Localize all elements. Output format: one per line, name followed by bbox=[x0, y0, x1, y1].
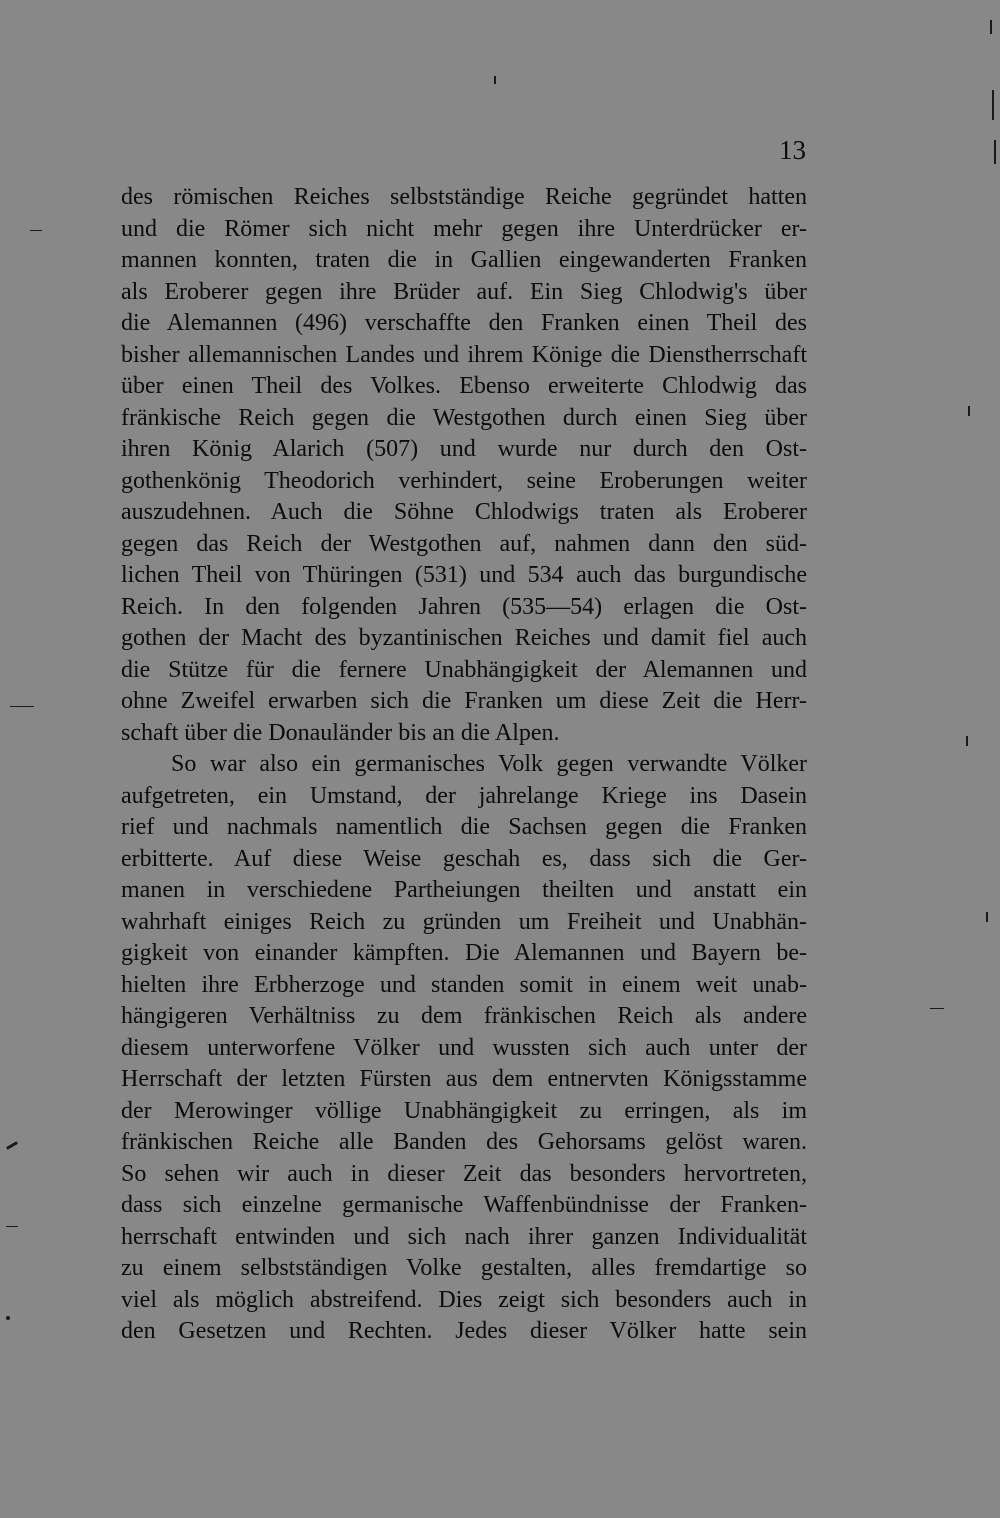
body-text bbox=[121, 182, 807, 1348]
scan-artifact bbox=[6, 1226, 18, 1227]
text-line: hängigeren Verhältniss zu dem fränkischen Reich als andere bbox=[121, 1003, 807, 1029]
scan-artifact bbox=[494, 76, 496, 84]
text-line: ihren König Alarich (507) und wurde nur durch den Ost- bbox=[121, 436, 807, 462]
text-line: den Gesetzen und Rechten. Jedes dieser Völker hatte sein bbox=[121, 1318, 807, 1344]
scan-artifact bbox=[994, 140, 996, 164]
text-line: wahrhaft einiges Reich zu gründen um Freiheit und Unabhän- bbox=[121, 908, 807, 935]
text-line: als Eroberer gegen ihre Brüder auf. Ein Sieg Chlodwig's über bbox=[121, 278, 807, 305]
text-line: Herrschaft der letzten Fürsten aus dem entnervten Königsstamme bbox=[121, 1066, 807, 1092]
text-line: So sehen wir auch in dieser Zeit das besonders hervortreten, bbox=[121, 1160, 807, 1187]
scan-artifact bbox=[966, 736, 968, 746]
text-line: der Merowinger völlige Unabhängigkeit zu erringen, als im bbox=[121, 1097, 807, 1124]
text-line: gothen der Macht des byzantinischen Reiches und damit fiel auch bbox=[121, 625, 807, 651]
text-line: zu einem selbstständigen Volke gestalten, alles fremdartige so bbox=[121, 1255, 807, 1281]
text-line: die Alemannen (496) verschaffte den Franken einen Theil des bbox=[121, 310, 807, 336]
text-line: rief und nachmals namentlich die Sachsen gegen die Franken bbox=[121, 814, 807, 840]
scan-artifact bbox=[986, 912, 988, 922]
text-line-paragraph-end: schaft über die Donauländer bis an die Alpen. bbox=[121, 719, 560, 746]
text-line: gegen das Reich der Westgothen auf, nahmen dann den süd- bbox=[121, 530, 807, 557]
text-line: herrschaft entwinden und sich nach ihrer ganzen Individualität bbox=[121, 1223, 807, 1250]
text-line: bisher allemannischen Landes und ihrem Könige die Dienstherrschaft bbox=[121, 341, 807, 368]
scan-artifact bbox=[10, 706, 34, 707]
scan-artifact bbox=[990, 20, 992, 34]
text-line: ohne Zweifel erwarben sich die Franken um diese Zeit die Herr- bbox=[121, 688, 807, 714]
text-line: fränkische Reich gegen die Westgothen durch einen Sieg über bbox=[121, 404, 807, 431]
scan-artifact bbox=[968, 406, 970, 416]
scan-artifact bbox=[992, 90, 994, 120]
text-line: lichen Theil von Thüringen (531) und 534 auch das burgundische bbox=[121, 562, 807, 588]
text-line-paragraph-start: So war also ein germanisches Volk gegen verwandte Völker bbox=[171, 751, 807, 777]
text-line: auszudehnen. Auch die Söhne Chlodwigs traten als Eroberer bbox=[121, 499, 807, 525]
text-line: hielten ihre Erbherzoge und standen somit in einem weit unab- bbox=[121, 971, 807, 998]
text-line: manen in verschiedene Partheiungen theilten und anstatt ein bbox=[121, 877, 807, 903]
text-line: aufgetreten, ein Umstand, der jahrelange Kriege ins Dasein bbox=[121, 782, 807, 809]
text-line: viel als möglich abstreifend. Dies zeigt sich besonders auch in bbox=[121, 1286, 807, 1313]
text-line: des römischen Reiches selbstständige Reiche gegründet hatten bbox=[121, 184, 807, 210]
text-line: dass sich einzelne germanische Waffenbündnisse der Franken- bbox=[121, 1192, 807, 1218]
text-line: diesem unterworfene Völker und wussten sich auch unter der bbox=[121, 1034, 807, 1061]
scan-artifact bbox=[930, 1008, 944, 1009]
text-line: erbitterte. Auf diese Weise geschah es, dass sich die Ger- bbox=[121, 845, 807, 872]
scan-artifact bbox=[30, 230, 42, 231]
text-line: gothenkönig Theodorich verhindert, seine Eroberungen weiter bbox=[121, 467, 807, 494]
text-line: gigkeit von einander kämpften. Die Alemannen und Bayern be- bbox=[121, 940, 807, 966]
text-line: die Stütze für die fernere Unabhängigkeit der Alemannen und bbox=[121, 656, 807, 683]
text-line: mannen konnten, traten die in Gallien eingewanderten Franken bbox=[121, 247, 807, 273]
text-line: Reich. In den folgenden Jahren (535—54) erlagen die Ost- bbox=[121, 593, 807, 620]
text-line: über einen Theil des Volkes. Ebenso erweiterte Chlodwig das bbox=[121, 373, 807, 399]
scan-artifact bbox=[6, 1141, 18, 1150]
text-line: fränkischen Reiche alle Banden des Gehorsams gelöst waren. bbox=[121, 1129, 807, 1155]
scan-artifact bbox=[6, 1316, 10, 1320]
page-number: 13 bbox=[779, 135, 806, 165]
text-line: und die Römer sich nicht mehr gegen ihre Unterdrücker er- bbox=[121, 215, 807, 242]
